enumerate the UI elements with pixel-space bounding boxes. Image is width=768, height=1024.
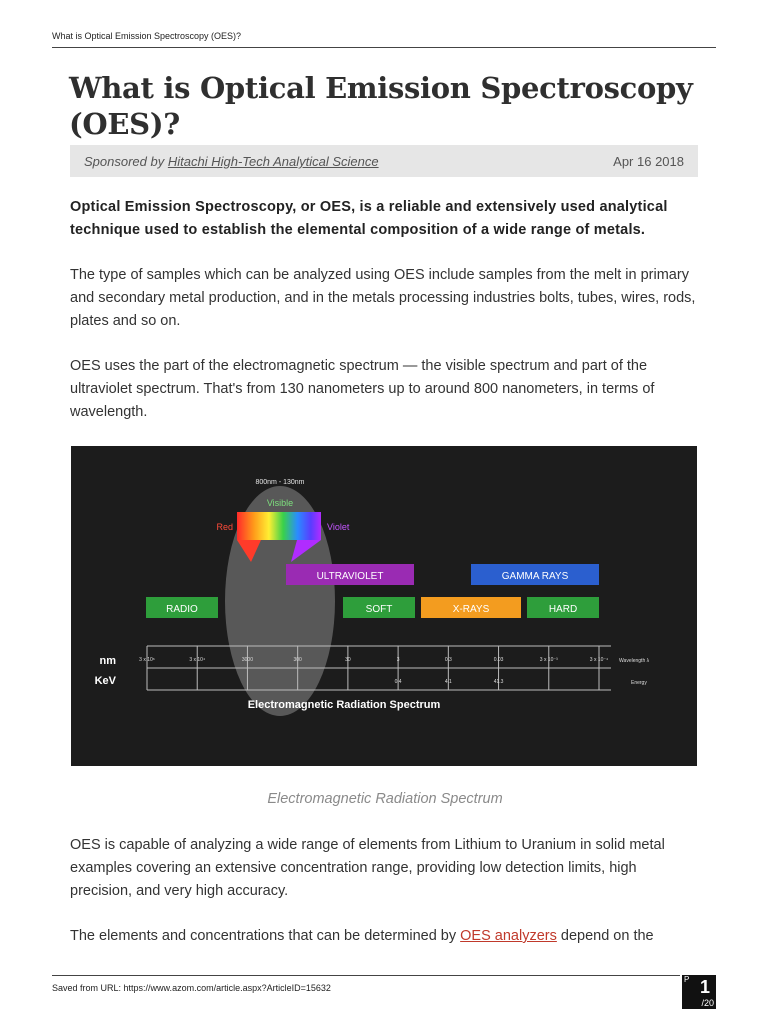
energy-label: Energy xyxy=(631,680,647,686)
footer-divider xyxy=(52,975,680,976)
figure-caption: Electromagnetic Radiation Spectrum xyxy=(267,791,503,807)
page-marker: P xyxy=(684,975,690,984)
page-number: 1 xyxy=(699,977,710,997)
paragraph-analyzers xyxy=(70,925,700,948)
saved-url xyxy=(52,983,331,993)
hard-label: HARD xyxy=(548,604,578,615)
kev-axis-label: KeV xyxy=(94,675,116,687)
xrays-label: X-RAYS xyxy=(452,604,490,615)
nm-tick-labels xyxy=(139,657,608,663)
nm-tick-label: 3 x 10⁴ xyxy=(189,657,206,663)
nm-tick-label: 3 x 10⁻⁴ xyxy=(589,657,609,663)
saved-url-label: Saved from URL: xyxy=(52,983,122,993)
red-label: Red xyxy=(216,522,233,532)
kev-tick-labels xyxy=(395,679,504,685)
article-title: What is Optical Emission Spectroscopy (OES)? xyxy=(69,71,693,141)
analyzers-text-before: The elements and concentrations that can be determined by xyxy=(70,928,461,944)
paragraph-samples: The type of samples which can be analyzed using OES include samples from the melt in primary and secondary metal production, and in the metals processing industries bolts, tubes, wires, rods, plates and so on. xyxy=(70,267,696,329)
wavelength-label: Wavelength λ xyxy=(619,658,650,664)
paragraph-spectrum: OES uses the part of the electromagnetic spectrum — the visible spectrum and part of the ultraviolet spectrum. That's from 130 nanometers up to around 800 nanometers, in terms of wavelength. xyxy=(70,358,655,420)
visible-spectrum-band xyxy=(237,512,321,540)
nm-tick-label: 3 x 10⁶ xyxy=(139,657,155,663)
gamma-label: GAMMA RAYS xyxy=(501,571,569,582)
saved-url-value: https://www.azom.com/article.aspx?ArticleID=15632 xyxy=(123,983,331,993)
ultraviolet-label: ULTRAVIOLET xyxy=(316,571,384,582)
nm-tick-label: 3 xyxy=(396,657,400,663)
kev-tick-label: 41.3 xyxy=(493,679,504,685)
soft-label: SOFT xyxy=(365,604,393,615)
nm-tick-label: 3 x 10⁻³ xyxy=(539,657,558,663)
visible-label: Visible xyxy=(266,498,294,508)
page-number-box xyxy=(682,975,716,1009)
spectrum-diagram xyxy=(71,446,697,766)
radio-label: RADIO xyxy=(166,604,198,615)
nm-tick-label: 3000 xyxy=(241,657,254,663)
sponsor-text xyxy=(84,154,379,169)
lead-paragraph: Optical Emission Spectroscopy, or OES, is a reliable and extensively used analytical technique used to establish the elemental composition of a wide range of metals. xyxy=(70,199,668,238)
running-header: What is Optical Emission Spectroscopy (OES)? xyxy=(52,31,242,41)
byline-bar xyxy=(70,145,698,177)
nm-tick-label: 30 xyxy=(345,657,351,663)
publish-date: Apr 16 2018 xyxy=(613,154,684,169)
oes-analyzers-link[interactable]: OES analyzers xyxy=(460,928,557,944)
page-total: /20 xyxy=(701,998,714,1008)
nm-axis-label: nm xyxy=(99,655,116,667)
paragraph-elements: OES is capable of analyzing a wide range of elements from Lithium to Uranium in solid metal examples covering an extensive concentration range, providing low detection limits, high precision, and very high accuracy. xyxy=(70,837,665,899)
kev-tick-label: 0.4 xyxy=(394,679,402,685)
analyzers-text-after: depend on the xyxy=(556,928,654,944)
nm-tick-label: 300 xyxy=(293,657,302,663)
nm-tick-label: 0.3 xyxy=(444,657,452,663)
figure-title: Electromagnetic Radiation Spectrum xyxy=(247,699,441,711)
header-divider xyxy=(52,47,716,48)
kev-tick-label: 4.1 xyxy=(444,679,452,685)
sponsor-link[interactable]: Hitachi High-Tech Analytical Science xyxy=(167,154,379,169)
range-label: 800nm - 130nm xyxy=(255,479,305,486)
sponsor-prefix: Sponsored by xyxy=(84,154,165,169)
nm-tick-label: 0.03 xyxy=(493,657,504,663)
violet-label: Violet xyxy=(327,522,350,532)
spectrum-figure xyxy=(71,446,697,766)
